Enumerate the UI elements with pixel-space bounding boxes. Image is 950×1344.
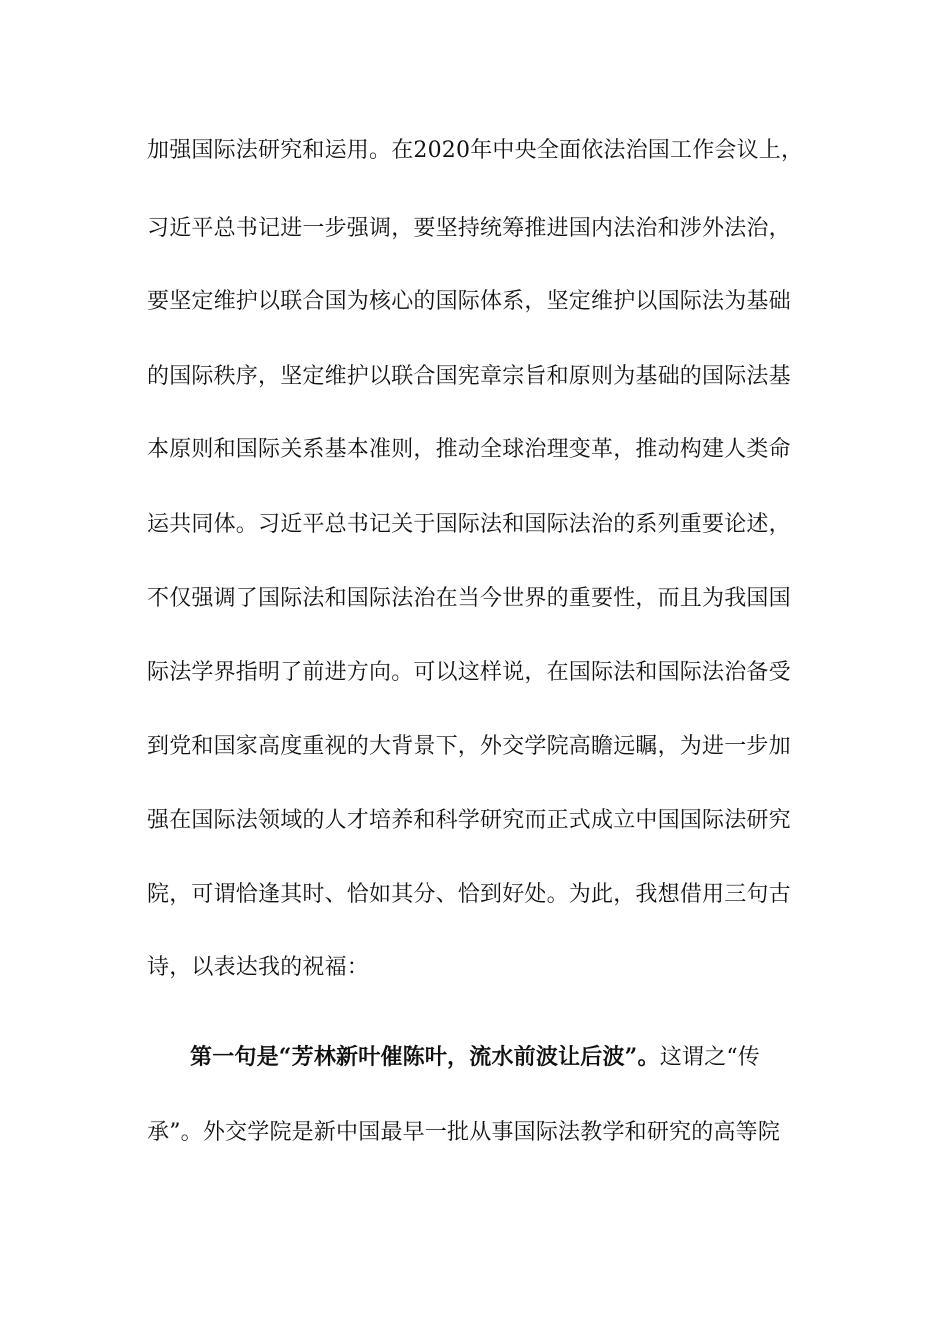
paragraph-2-line-2: 承”。外交学院是新中国最早一批从事国际法教学和研究的高等院 [147,1120,781,1145]
paragraph-1-line-11: 院，可谓恰逢其时、恰如其分、恰到好处。为此，我想借用三句古 [147,882,791,907]
paragraph-2-line-1-rest: 这谓之“传 [659,1045,760,1070]
paragraph-1-line-6: 运共同体。习近平总书记关于国际法和国际法治的系列重要论述， [147,512,791,537]
paragraph-1-line-10: 强在国际法领域的人才培养和科学研究而正式成立中国国际法研究 [147,808,791,833]
paragraph-1-line-1: 加强国际法研究和运用。在2020年中央全面依法治国工作会议上， [147,138,804,163]
paragraph-1-line-2: 习近平总书记进一步强调，要坚持统筹推进国内法治和涉外法治， [147,216,791,241]
paragraph-2-line-1 [190,1042,850,1073]
paragraph-1-line-4: 的国际秩序，坚定维护以联合国宪章宗旨和原则为基础的国际法基 [147,364,791,389]
quoted-poem-line: 第一句是“芳林新叶催陈叶，流水前波让后波”。 [190,1044,660,1070]
paragraph-1-line-8: 际法学界指明了前进方向。可以这样说，在国际法和国际法治备受 [147,660,791,685]
paragraph-1-line-5: 本原则和国际关系基本准则，推动全球治理变革，推动构建人类命 [147,437,791,462]
paragraph-1-line-12: 诗，以表达我的祝福： [147,955,370,980]
paragraph-1-line-7: 不仅强调了国际法和国际法治在当今世界的重要性，而且为我国国 [147,586,791,611]
paragraph-1-line-3: 要坚定维护以联合国为核心的国际体系，坚定维护以国际法为基础 [147,289,791,314]
paragraph-1-line-9: 到党和国家高度重视的大背景下，外交学院高瞻远瞩，为进一步加 [147,734,791,759]
